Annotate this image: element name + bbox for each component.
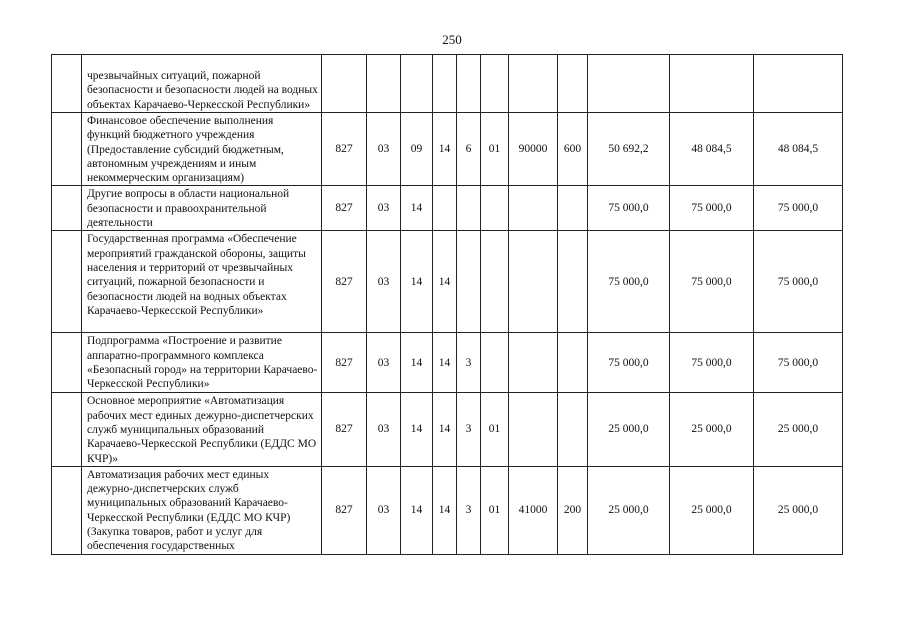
event-code-cell: 01 — [481, 113, 509, 186]
table-row — [52, 393, 843, 466]
table-row — [52, 333, 843, 393]
program-code-cell: 14 — [433, 231, 457, 333]
amount-year1-cell: 50 692,2 — [588, 113, 670, 186]
program-code-cell: 14 — [433, 333, 457, 393]
amount-year2-cell: 25 000,0 — [670, 466, 754, 554]
expense-type-cell — [558, 186, 588, 231]
amount-year1-cell: 75 000,0 — [588, 333, 670, 393]
item-name-cell: Государственная программа «Обеспечение мероприятий гражданской обороны, защиты населения и территорий от чрезвычайных ситуаций, пожарной безопасности и безопасности людей на водных объектах Карачаево-Черкесской Республики» — [82, 231, 322, 333]
amount-year3-cell — [754, 55, 843, 113]
subprogram-code-cell: 6 — [457, 113, 481, 186]
event-code-cell — [481, 333, 509, 393]
program-code-cell: 14 — [433, 466, 457, 554]
subsection-code-cell — [401, 55, 433, 113]
direction-code-cell — [509, 393, 558, 466]
direction-code-cell: 41000 — [509, 466, 558, 554]
amount-year2-cell: 48 084,5 — [670, 113, 754, 186]
item-name-cell: Автоматизация рабочих мест единых дежурно-диспетчерских служб муниципальных образований Карачаево-Черкесской Республики (ЕДДС МО КЧР) (Закупка товаров, работ и услуг для обеспечения государственных — [82, 466, 322, 554]
subprogram-code-cell: 3 — [457, 393, 481, 466]
amount-year1-cell: 25 000,0 — [588, 466, 670, 554]
event-code-cell: 01 — [481, 466, 509, 554]
item-name-cell: Финансовое обеспечение выполнения функций бюджетного учреждения (Предоставление субсидий бюджетным, автономным учреждениям и иным некоммерческим организациям) — [82, 113, 322, 186]
table-row — [52, 186, 843, 231]
amount-year1-cell: 75 000,0 — [588, 186, 670, 231]
row-number-cell — [52, 333, 82, 393]
subsection-code-cell: 14 — [401, 186, 433, 231]
expense-type-cell — [558, 55, 588, 113]
item-name-cell: Другие вопросы в области национальной безопасности и правоохранительной деятельности — [82, 186, 322, 231]
event-code-cell: 01 — [481, 393, 509, 466]
amount-year3-cell: 25 000,0 — [754, 393, 843, 466]
direction-code-cell: 90000 — [509, 113, 558, 186]
amount-year1-cell: 75 000,0 — [588, 231, 670, 333]
expense-type-cell — [558, 333, 588, 393]
row-number-cell — [52, 231, 82, 333]
section-code-cell: 03 — [367, 231, 401, 333]
program-code-cell: 14 — [433, 393, 457, 466]
expense-type-cell: 600 — [558, 113, 588, 186]
row-number-cell — [52, 186, 82, 231]
ministry-code-cell — [322, 55, 367, 113]
amount-year1-cell: 25 000,0 — [588, 393, 670, 466]
row-number-cell — [52, 113, 82, 186]
event-code-cell — [481, 231, 509, 333]
item-name-cell: Основное мероприятие «Автоматизация рабочих мест единых дежурно-диспетчерских служб муниципальных образований Карачаево-Черкесской Республики (ЕДДС МО КЧР)» — [82, 393, 322, 466]
ministry-code-cell: 827 — [322, 393, 367, 466]
subprogram-code-cell: 3 — [457, 466, 481, 554]
item-name-cell: Подпрограмма «Построение и развитие аппаратно-программного комплекса «Безопасный город» на территории Карачаево-Черкесской Республики» — [82, 333, 322, 393]
subprogram-code-cell — [457, 186, 481, 231]
expense-type-cell: 200 — [558, 466, 588, 554]
table-row — [52, 55, 843, 113]
event-code-cell — [481, 55, 509, 113]
table-row — [52, 466, 843, 554]
expense-type-cell — [558, 393, 588, 466]
subprogram-code-cell — [457, 231, 481, 333]
amount-year2-cell: 75 000,0 — [670, 333, 754, 393]
subsection-code-cell: 14 — [401, 333, 433, 393]
amount-year3-cell: 75 000,0 — [754, 333, 843, 393]
table-row — [52, 113, 843, 186]
program-code-cell — [433, 186, 457, 231]
expense-type-cell — [558, 231, 588, 333]
amount-year1-cell — [588, 55, 670, 113]
ministry-code-cell: 827 — [322, 466, 367, 554]
row-number-cell — [52, 393, 82, 466]
amount-year2-cell: 75 000,0 — [670, 186, 754, 231]
ministry-code-cell: 827 — [322, 113, 367, 186]
section-code-cell: 03 — [367, 333, 401, 393]
ministry-code-cell: 827 — [322, 231, 367, 333]
row-number-cell — [52, 466, 82, 554]
amount-year3-cell: 25 000,0 — [754, 466, 843, 554]
amount-year3-cell: 75 000,0 — [754, 231, 843, 333]
amount-year2-cell — [670, 55, 754, 113]
section-code-cell: 03 — [367, 393, 401, 466]
subprogram-code-cell — [457, 55, 481, 113]
subsection-code-cell: 14 — [401, 231, 433, 333]
amount-year3-cell: 75 000,0 — [754, 186, 843, 231]
program-code-cell: 14 — [433, 113, 457, 186]
direction-code-cell — [509, 55, 558, 113]
event-code-cell — [481, 186, 509, 231]
section-code-cell: 03 — [367, 466, 401, 554]
direction-code-cell — [509, 333, 558, 393]
amount-year2-cell: 25 000,0 — [670, 393, 754, 466]
ministry-code-cell: 827 — [322, 333, 367, 393]
direction-code-cell — [509, 231, 558, 333]
amount-year2-cell: 75 000,0 — [670, 231, 754, 333]
table-row — [52, 231, 843, 333]
direction-code-cell — [509, 186, 558, 231]
subsection-code-cell: 14 — [401, 393, 433, 466]
section-code-cell: 03 — [367, 186, 401, 231]
subsection-code-cell: 09 — [401, 113, 433, 186]
item-name-cell: чрезвычайных ситуаций, пожарной безопасности и безопасности людей на водных объектах Карачаево-Черкесской Республики» — [82, 55, 322, 113]
amount-year3-cell: 48 084,5 — [754, 113, 843, 186]
subsection-code-cell: 14 — [401, 466, 433, 554]
subprogram-code-cell: 3 — [457, 333, 481, 393]
ministry-code-cell: 827 — [322, 186, 367, 231]
row-number-cell — [52, 55, 82, 113]
section-code-cell: 03 — [367, 113, 401, 186]
program-code-cell — [433, 55, 457, 113]
page-number: 250 — [442, 32, 462, 47]
budget-table — [51, 54, 843, 555]
section-code-cell — [367, 55, 401, 113]
